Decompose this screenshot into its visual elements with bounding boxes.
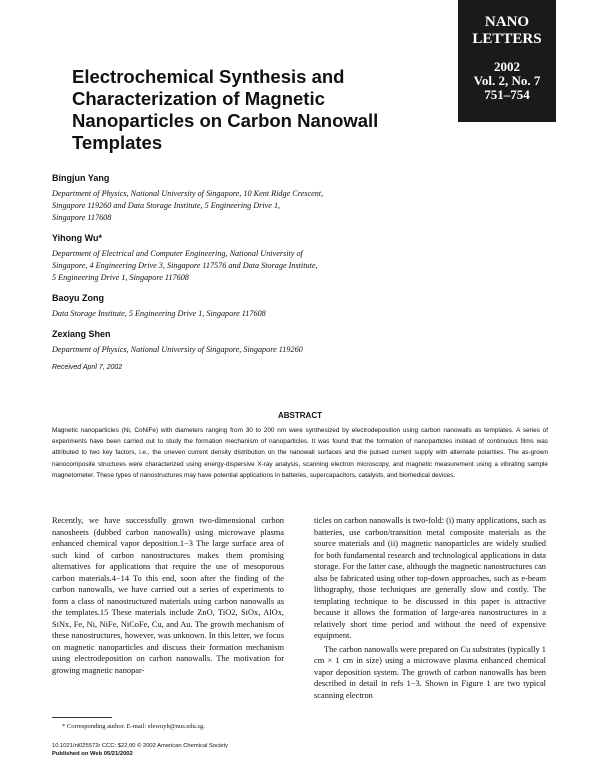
author-name: Zexiang Shen	[52, 329, 111, 339]
affiliation-line: 5 Engineering Drive 1, Singapore 117608	[52, 273, 189, 282]
title-line: Nanoparticles on Carbon Nanowall	[72, 110, 379, 131]
footer-published-line: Published on Web 05/21/2002	[52, 750, 133, 757]
author-block	[52, 172, 392, 224]
author-block	[52, 292, 392, 320]
author-block	[52, 328, 392, 356]
author-affiliation	[52, 188, 392, 224]
footer-doi-line: 10.1021/nl025572r CCC: $22.00 © 2002 American Chemical Society	[52, 743, 229, 749]
journal-pages: 751–754	[484, 87, 530, 102]
title-line: Templates	[72, 132, 163, 153]
journal-name-line1: NANO	[484, 14, 530, 30]
page-footer	[52, 743, 228, 758]
abstract-text: Magnetic nanoparticles (Ni, CoNiFe) with diameters ranging from 30 to 200 nm were synthesized by electrodeposition using carbon nanowalls as templates. A series of experiments have been carried out to study the formation mechanism of nanoparticles. It was found that the formation of nanoparticles instead of continuous films was attributed to two key factors, i.e., the uneven current density distribution on the nanowall surfaces and the pulsed current supply with alternate polarities. The as-grown nanocomposite structures were characterized using energy-dispersive X-ray analysis, scanning electron microscopy, and magnetic measurement using a vibrating sample magnetometer. These types of nanostructures may have potential applications in batteries, supercapacitors, catalysts, and biomedical devices.	[52, 427, 548, 479]
affiliation-line: Singapore 119260 and Data Storage Institute, 5 Engineering Drive 1,	[52, 201, 281, 210]
journal-volume-issue: Vol. 2, No. 7	[473, 73, 541, 88]
author-affiliation	[52, 248, 392, 284]
author-name: Yihong Wu*	[52, 233, 102, 243]
journal-badge	[458, 0, 556, 122]
body-paragraph: The carbon nanowalls were prepared on Cu substrates (typically 1 cm × 1 cm in size) using a microwave plasma enhanced chemical vapor deposition system. The growth of carbon nanowalls has been described in detail in refs 1−3. Shown in Figure 1 are two typical scanning electron	[314, 644, 546, 700]
abstract-heading: ABSTRACT	[278, 411, 322, 420]
body-column-left	[52, 515, 284, 676]
affiliation-line: Department of Physics, National University of Singapore, Singapore 119260	[52, 345, 303, 354]
body-paragraph: ticles on carbon nanowalls is two-fold: (i) many applications, such as batteries, use carbon/transition metal composite materials as the source materials and (ii) magnetic nanoparticles are widely studied for both fundamental research and technological applications in data storage. For the latter case, although the magnetic nanostructures can also be fabricated using other top-down approaches, such as e-beam lithography, those techniques are generally slow and costly. The templating technique to be discussed in this paper is attractive because it allows the formation of large-area nanostructures in a relatively short time period and without the need of expensive equipment.	[314, 516, 546, 640]
affiliation-line: Department of Electrical and Computer Engineering, National University of	[52, 249, 303, 258]
article-title	[72, 66, 402, 154]
abstract-section	[52, 411, 548, 481]
author-list	[52, 172, 392, 371]
author-name: Bingjun Yang	[52, 173, 110, 183]
author-name: Baoyu Zong	[52, 293, 104, 303]
corresponding-author-footnote: * Corresponding author. E-mail: elewuyh@nus.edu.sg.	[62, 723, 205, 730]
affiliation-line: Singapore 117608	[52, 213, 112, 222]
body-column-right	[314, 515, 546, 701]
affiliation-line: Department of Physics, National University of Singapore, 10 Kent Ridge Crescent,	[52, 189, 324, 198]
journal-name-line2: LETTERS	[472, 31, 542, 47]
author-block	[52, 232, 392, 284]
journal-year: 2002	[494, 59, 520, 74]
received-date: Received April 7, 2002	[52, 364, 123, 371]
affiliation-line: Singapore, 4 Engineering Drive 3, Singapore 117576 and Data Storage Institute,	[52, 261, 318, 270]
author-affiliation	[52, 344, 392, 356]
title-line: Characterization of Magnetic	[72, 88, 325, 109]
body-paragraph: Recently, we have successfully grown two-dimensional carbon nanosheets (dubbed carbon nanowalls) using microwave plasma enhanced chemical vapor deposition.1−3 The large surface area of such kind of carbon nanostructures makes them promising alternatives for applications that require the use of mesoporous carbon materials.4−14 To this end, soon after the finding of the carbon nanowalls, we have carried out a series of experiments to form a class of nanostructured materials using carbon nanowalls as the templates.15 These materials include ZnO, TiO2, SiOx, AlOx, SiNx, Fe, Ni, NiFe, NiCoFe, Cu, and Au. The growth mechanism of these nanostructures, however, was unknown. In this letter, we focus on magnetic nanoparticles and discuss their formation mechanism using electrodeposition on carbon nanowalls. The motivation for growing magnetic nanopar-	[52, 516, 284, 675]
author-affiliation	[52, 308, 392, 320]
title-line: Electrochemical Synthesis and	[72, 66, 345, 87]
affiliation-line: Data Storage Institute, 5 Engineering Drive 1, Singapore 117608	[52, 309, 266, 318]
footnote-divider	[52, 717, 112, 718]
